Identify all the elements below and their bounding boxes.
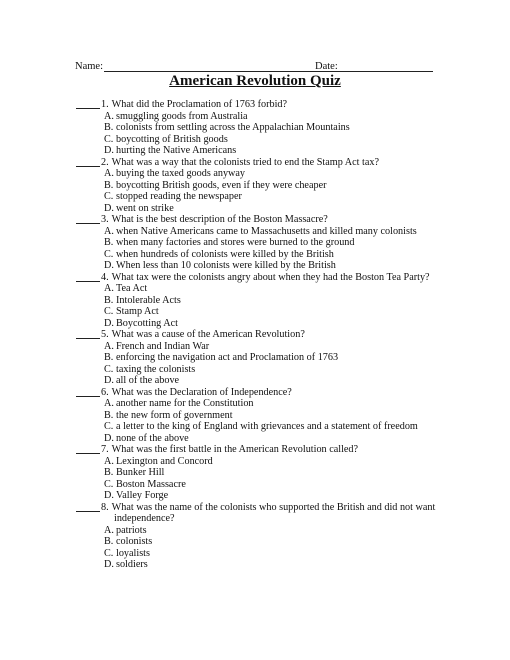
- answer-option: [76, 341, 476, 353]
- answer-option: [76, 295, 476, 307]
- option-text: buying the taxed goods anyway: [116, 168, 246, 179]
- option-text: none of the above: [116, 432, 189, 444]
- option-letter: D.: [104, 317, 114, 329]
- name-label: Name:: [75, 61, 103, 72]
- option-letter: B.: [104, 122, 114, 133]
- option-letter: B.: [104, 179, 114, 191]
- question-text: What was the first battle in the American Revolution called?: [111, 444, 359, 455]
- option-text: when hundreds of colonists were killed by the British: [116, 248, 334, 260]
- answer-option: [76, 237, 476, 249]
- answer-option: [76, 260, 476, 272]
- option-text: Boston Massacre: [116, 478, 186, 490]
- option-text: Intolerable Acts: [116, 294, 181, 306]
- question-number: 3.: [101, 214, 109, 225]
- question-text: What was the Declaration of Independence?: [111, 386, 292, 398]
- question-4: [76, 272, 476, 330]
- option-text: colonists: [116, 536, 153, 547]
- answer-option: [76, 525, 476, 537]
- option-list: [76, 283, 476, 329]
- option-letter: A.: [104, 524, 114, 536]
- answer-blank[interactable]: [76, 214, 100, 224]
- option-letter: D.: [104, 202, 114, 214]
- option-text: loyalists: [116, 547, 150, 559]
- option-text: all of the above: [116, 375, 180, 386]
- option-letter: B.: [104, 467, 114, 478]
- option-text: boycotting British goods, even if they were cheaper: [116, 179, 327, 191]
- answer-option: [76, 168, 476, 180]
- question-text: What did the Proclamation of 1763 forbid?: [111, 99, 288, 110]
- answer-option: [76, 203, 476, 215]
- option-list: [76, 168, 476, 214]
- answer-option: [76, 318, 476, 330]
- date-label: Date:: [315, 61, 338, 72]
- option-letter: D.: [104, 260, 114, 271]
- question-6: [76, 387, 476, 445]
- question-text: What was the name of the colonists who supported the British and did not want: [111, 501, 436, 513]
- option-letter: B.: [104, 409, 114, 421]
- option-letter: C.: [104, 547, 114, 559]
- option-letter: A.: [104, 398, 114, 409]
- question-number: 5.: [101, 329, 109, 340]
- option-letter: D.: [104, 490, 114, 501]
- question-8: [76, 502, 476, 571]
- option-letter: C.: [104, 478, 114, 490]
- answer-option: [76, 536, 476, 548]
- option-text: colonists from settling across the Appalachian Mountains: [116, 122, 350, 133]
- option-text: a letter to the king of England with grievances and a statement of freedom: [116, 421, 418, 432]
- option-letter: B.: [104, 294, 114, 306]
- question-line: [76, 387, 476, 399]
- answer-option: [76, 364, 476, 376]
- answer-option: [76, 467, 476, 479]
- answer-option: [76, 456, 476, 468]
- option-text: enforcing the navigation act and Proclamation of 1763: [116, 352, 339, 363]
- option-text: Lexington and Concord: [116, 455, 213, 467]
- question-number: 8.: [101, 501, 109, 513]
- option-letter: B.: [104, 536, 114, 547]
- answer-option: [76, 122, 476, 134]
- answer-blank[interactable]: [76, 444, 100, 454]
- answer-option: [76, 548, 476, 560]
- answer-option: [76, 180, 476, 192]
- option-text: soldiers: [116, 559, 148, 570]
- option-list: [76, 525, 476, 571]
- question-number: 7.: [101, 444, 109, 455]
- answer-option: [76, 398, 476, 410]
- option-letter: D.: [104, 375, 114, 386]
- option-letter: D.: [104, 559, 114, 570]
- question-line: [76, 329, 476, 341]
- option-letter: D.: [104, 432, 114, 444]
- question-text: What was a way that the colonists tried to end the Stamp Act tax?: [111, 156, 379, 168]
- option-text: patriots: [116, 524, 147, 536]
- option-text: French and Indian War: [116, 340, 210, 352]
- option-text: when many factories and stores were burned to the ground: [116, 237, 355, 248]
- page-title: American Revolution Quiz: [169, 73, 341, 89]
- answer-option: [76, 226, 476, 238]
- answer-option: [76, 306, 476, 318]
- option-text: Valley Forge: [116, 490, 169, 501]
- question-number: 1.: [101, 99, 109, 110]
- question-line: [76, 99, 476, 111]
- answer-option: [76, 433, 476, 445]
- answer-option: [76, 559, 476, 571]
- option-text: taxing the colonists: [116, 363, 196, 375]
- option-letter: C.: [104, 191, 114, 202]
- option-list: [76, 398, 476, 444]
- answer-blank[interactable]: [76, 272, 100, 282]
- answer-option: [76, 145, 476, 157]
- option-list: [76, 341, 476, 387]
- option-letter: B.: [104, 237, 114, 248]
- option-letter: C.: [104, 248, 114, 260]
- answer-option: [76, 410, 476, 422]
- question-1: [76, 99, 476, 157]
- answer-option: [76, 479, 476, 491]
- answer-option: [76, 134, 476, 146]
- answer-blank[interactable]: [76, 502, 100, 512]
- answer-blank[interactable]: [76, 329, 100, 339]
- option-text: another name for the Constitution: [116, 398, 254, 409]
- option-list: [76, 456, 476, 502]
- option-letter: A.: [104, 455, 114, 467]
- option-letter: A.: [104, 340, 114, 352]
- question-text-continued: independence?: [114, 513, 175, 524]
- answer-blank[interactable]: [76, 157, 100, 167]
- option-text: Tea Act: [116, 283, 148, 294]
- answer-option: [76, 191, 476, 203]
- question-line: [76, 272, 476, 284]
- option-text: when Native Americans came to Massachusetts and killed many colonists: [116, 225, 417, 237]
- answer-option: [76, 375, 476, 387]
- question-2: [76, 157, 476, 215]
- answer-option: [76, 421, 476, 433]
- option-text: smuggling goods from Australia: [116, 110, 248, 122]
- option-letter: C.: [104, 133, 114, 145]
- option-letter: A.: [104, 283, 114, 294]
- option-text: Boycotting Act: [116, 317, 178, 329]
- answer-option: [76, 490, 476, 502]
- question-line: [76, 214, 476, 226]
- question-7: [76, 444, 476, 502]
- question-text: What tax were the colonists angry about when they had the Boston Tea Party?: [111, 271, 430, 283]
- option-text: went on strike: [116, 202, 174, 214]
- option-text: stopped reading the newspaper: [116, 191, 242, 202]
- option-text: Bunker Hill: [116, 467, 165, 478]
- question-line: [76, 157, 476, 169]
- question-number: 2.: [101, 156, 109, 168]
- option-text: boycotting of British goods: [116, 133, 228, 145]
- question-line: [76, 444, 476, 456]
- option-letter: C.: [104, 421, 114, 432]
- option-letter: A.: [104, 225, 114, 237]
- option-letter: C.: [104, 306, 114, 317]
- question-number: 4.: [101, 271, 109, 283]
- question-text: What was a cause of the American Revolution?: [111, 329, 305, 340]
- option-letter: B.: [104, 352, 114, 363]
- answer-option: [76, 352, 476, 364]
- answer-blank[interactable]: [76, 99, 100, 109]
- question-text: What is the best description of the Boston Massacre?: [111, 214, 328, 225]
- option-letter: D.: [104, 145, 114, 156]
- option-text: When less than 10 colonists were killed by the British: [116, 260, 336, 271]
- question-list: [76, 99, 476, 571]
- option-letter: A.: [104, 168, 114, 179]
- option-text: the new form of government: [116, 409, 233, 421]
- option-text: Stamp Act: [116, 306, 159, 317]
- option-list: [76, 226, 476, 272]
- answer-option: [76, 283, 476, 295]
- answer-option: [76, 249, 476, 261]
- question-number: 6.: [101, 386, 109, 398]
- option-letter: C.: [104, 363, 114, 375]
- question-line: [76, 502, 476, 514]
- question-5: [76, 329, 476, 387]
- question-3: [76, 214, 476, 272]
- option-letter: A.: [104, 110, 114, 122]
- answer-blank[interactable]: [76, 387, 100, 397]
- answer-option: [76, 111, 476, 123]
- option-text: hurting the Native Americans: [116, 145, 237, 156]
- option-list: [76, 111, 476, 157]
